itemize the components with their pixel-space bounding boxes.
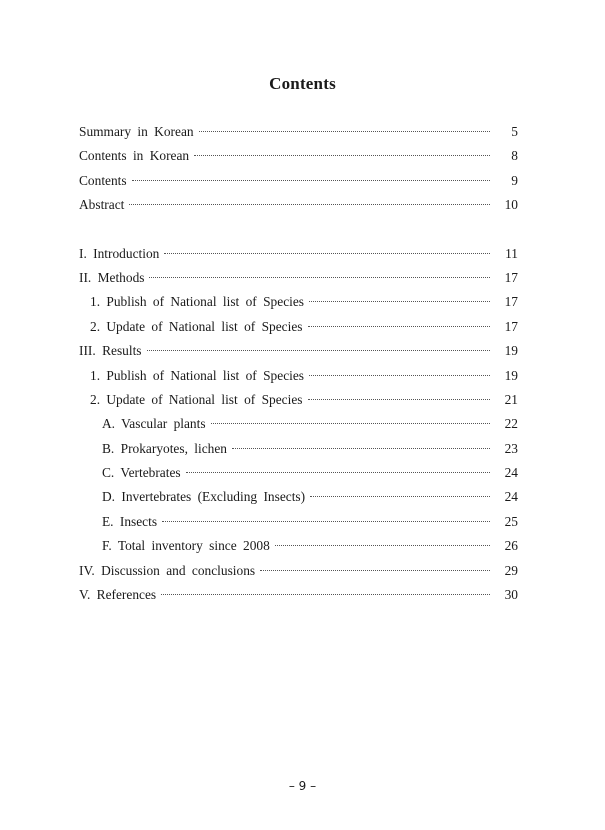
dot-leader	[211, 423, 490, 424]
toc-entry-label: 2. Update of National list of Species	[90, 318, 303, 334]
toc-entry-label: IV. Discussion and conclusions	[79, 562, 256, 578]
toc-entry-insects[interactable]	[79, 514, 518, 538]
toc-entry-label: II. Methods	[79, 269, 145, 285]
toc-entry-total-inventory[interactable]	[79, 538, 518, 562]
dot-leader	[308, 326, 491, 327]
toc-entry-page: 29	[504, 562, 518, 578]
toc-entry-label: 1. Publish of National list of Species	[90, 294, 305, 310]
toc-entry-label: Abstract	[79, 197, 125, 213]
toc-entry-page: 17	[504, 294, 518, 310]
toc-entry-page: 26	[504, 538, 518, 554]
dot-leader	[147, 350, 490, 351]
toc-entry-label: 1. Publish of National list of Species	[90, 367, 305, 383]
toc-entry-page: 17	[504, 269, 518, 285]
toc-entry-label: Contents	[79, 172, 127, 188]
toc-entry-label: V. References	[79, 587, 157, 603]
dot-leader	[164, 253, 490, 254]
toc-entry-page: 11	[505, 245, 518, 261]
toc-entry-results-publish[interactable]	[79, 368, 518, 392]
dot-leader	[194, 155, 490, 156]
toc-entry-methods-update[interactable]	[79, 319, 518, 343]
dot-leader	[199, 131, 490, 132]
toc-entry-results-update[interactable]	[79, 392, 518, 416]
toc-entry-contents-in-korean[interactable]	[79, 148, 518, 172]
dot-leader	[310, 496, 490, 497]
toc-entry-label: F. Total inventory since 2008	[102, 538, 270, 554]
toc-entry-page: 9	[511, 172, 518, 188]
toc-entry-page: 22	[504, 416, 518, 432]
toc-entry-page: 23	[504, 440, 518, 456]
dot-leader	[309, 375, 490, 376]
toc-entry-page: 19	[504, 343, 518, 359]
dot-leader	[275, 545, 490, 546]
toc-entry-page: 24	[504, 489, 518, 505]
toc-entry-page: 19	[504, 367, 518, 383]
toc-entry-label: E. Insects	[102, 513, 158, 529]
page-title: Contents	[269, 74, 336, 93]
dot-leader	[308, 399, 491, 400]
toc-entry-references[interactable]	[79, 587, 518, 611]
dot-leader	[132, 180, 490, 181]
toc-entry-label: 2. Update of National list of Species	[90, 391, 303, 407]
toc-entry-page: 25	[504, 513, 518, 529]
toc-entry-vertebrates[interactable]	[79, 465, 518, 489]
toc-entry-summary-in-korean[interactable]	[79, 124, 518, 148]
toc-entry-page: 17	[504, 318, 518, 334]
toc-entry-page: 5	[511, 124, 518, 139]
toc-entry-abstract[interactable]	[79, 197, 518, 221]
dot-leader	[149, 277, 490, 278]
toc-entry-contents[interactable]	[79, 173, 518, 197]
toc-entry-label: I. Introduction	[79, 245, 160, 261]
dot-leader	[232, 448, 490, 449]
toc-entry-label: A. Vascular plants	[102, 416, 206, 432]
toc-entry-introduction[interactable]	[79, 246, 518, 270]
table-of-contents	[79, 124, 518, 611]
toc-entry-page: 10	[504, 197, 518, 213]
toc-entry-page: 24	[504, 465, 518, 481]
toc-entry-label: B. Prokaryotes, lichen	[102, 440, 228, 456]
toc-entry-label: Summary in Korean	[79, 124, 194, 139]
toc-entry-label: D. Invertebrates (Excluding Insects)	[102, 489, 306, 505]
toc-entry-methods-publish[interactable]	[79, 294, 518, 318]
toc-entry-label: III. Results	[79, 343, 142, 359]
toc-entry-page: 8	[511, 148, 518, 164]
toc-entry-page: 21	[504, 391, 518, 407]
page-number: – 9 –	[288, 779, 317, 793]
toc-entry-discussion[interactable]	[79, 563, 518, 587]
dot-leader	[260, 570, 490, 571]
dot-leader	[161, 594, 490, 595]
toc-entry-page: 30	[504, 587, 518, 603]
dot-leader	[129, 204, 490, 205]
toc-entry-methods[interactable]	[79, 270, 518, 294]
dot-leader	[186, 472, 490, 473]
toc-entry-results[interactable]	[79, 343, 518, 367]
toc-entry-label: C. Vertebrates	[102, 465, 181, 481]
toc-entry-invertebrates[interactable]	[79, 489, 518, 513]
toc-entry-vascular-plants[interactable]	[79, 416, 518, 440]
toc-entry-prokaryotes-lichen[interactable]	[79, 441, 518, 465]
dot-leader	[309, 301, 490, 302]
dot-leader	[162, 521, 490, 522]
toc-entry-label: Contents in Korean	[79, 148, 190, 164]
